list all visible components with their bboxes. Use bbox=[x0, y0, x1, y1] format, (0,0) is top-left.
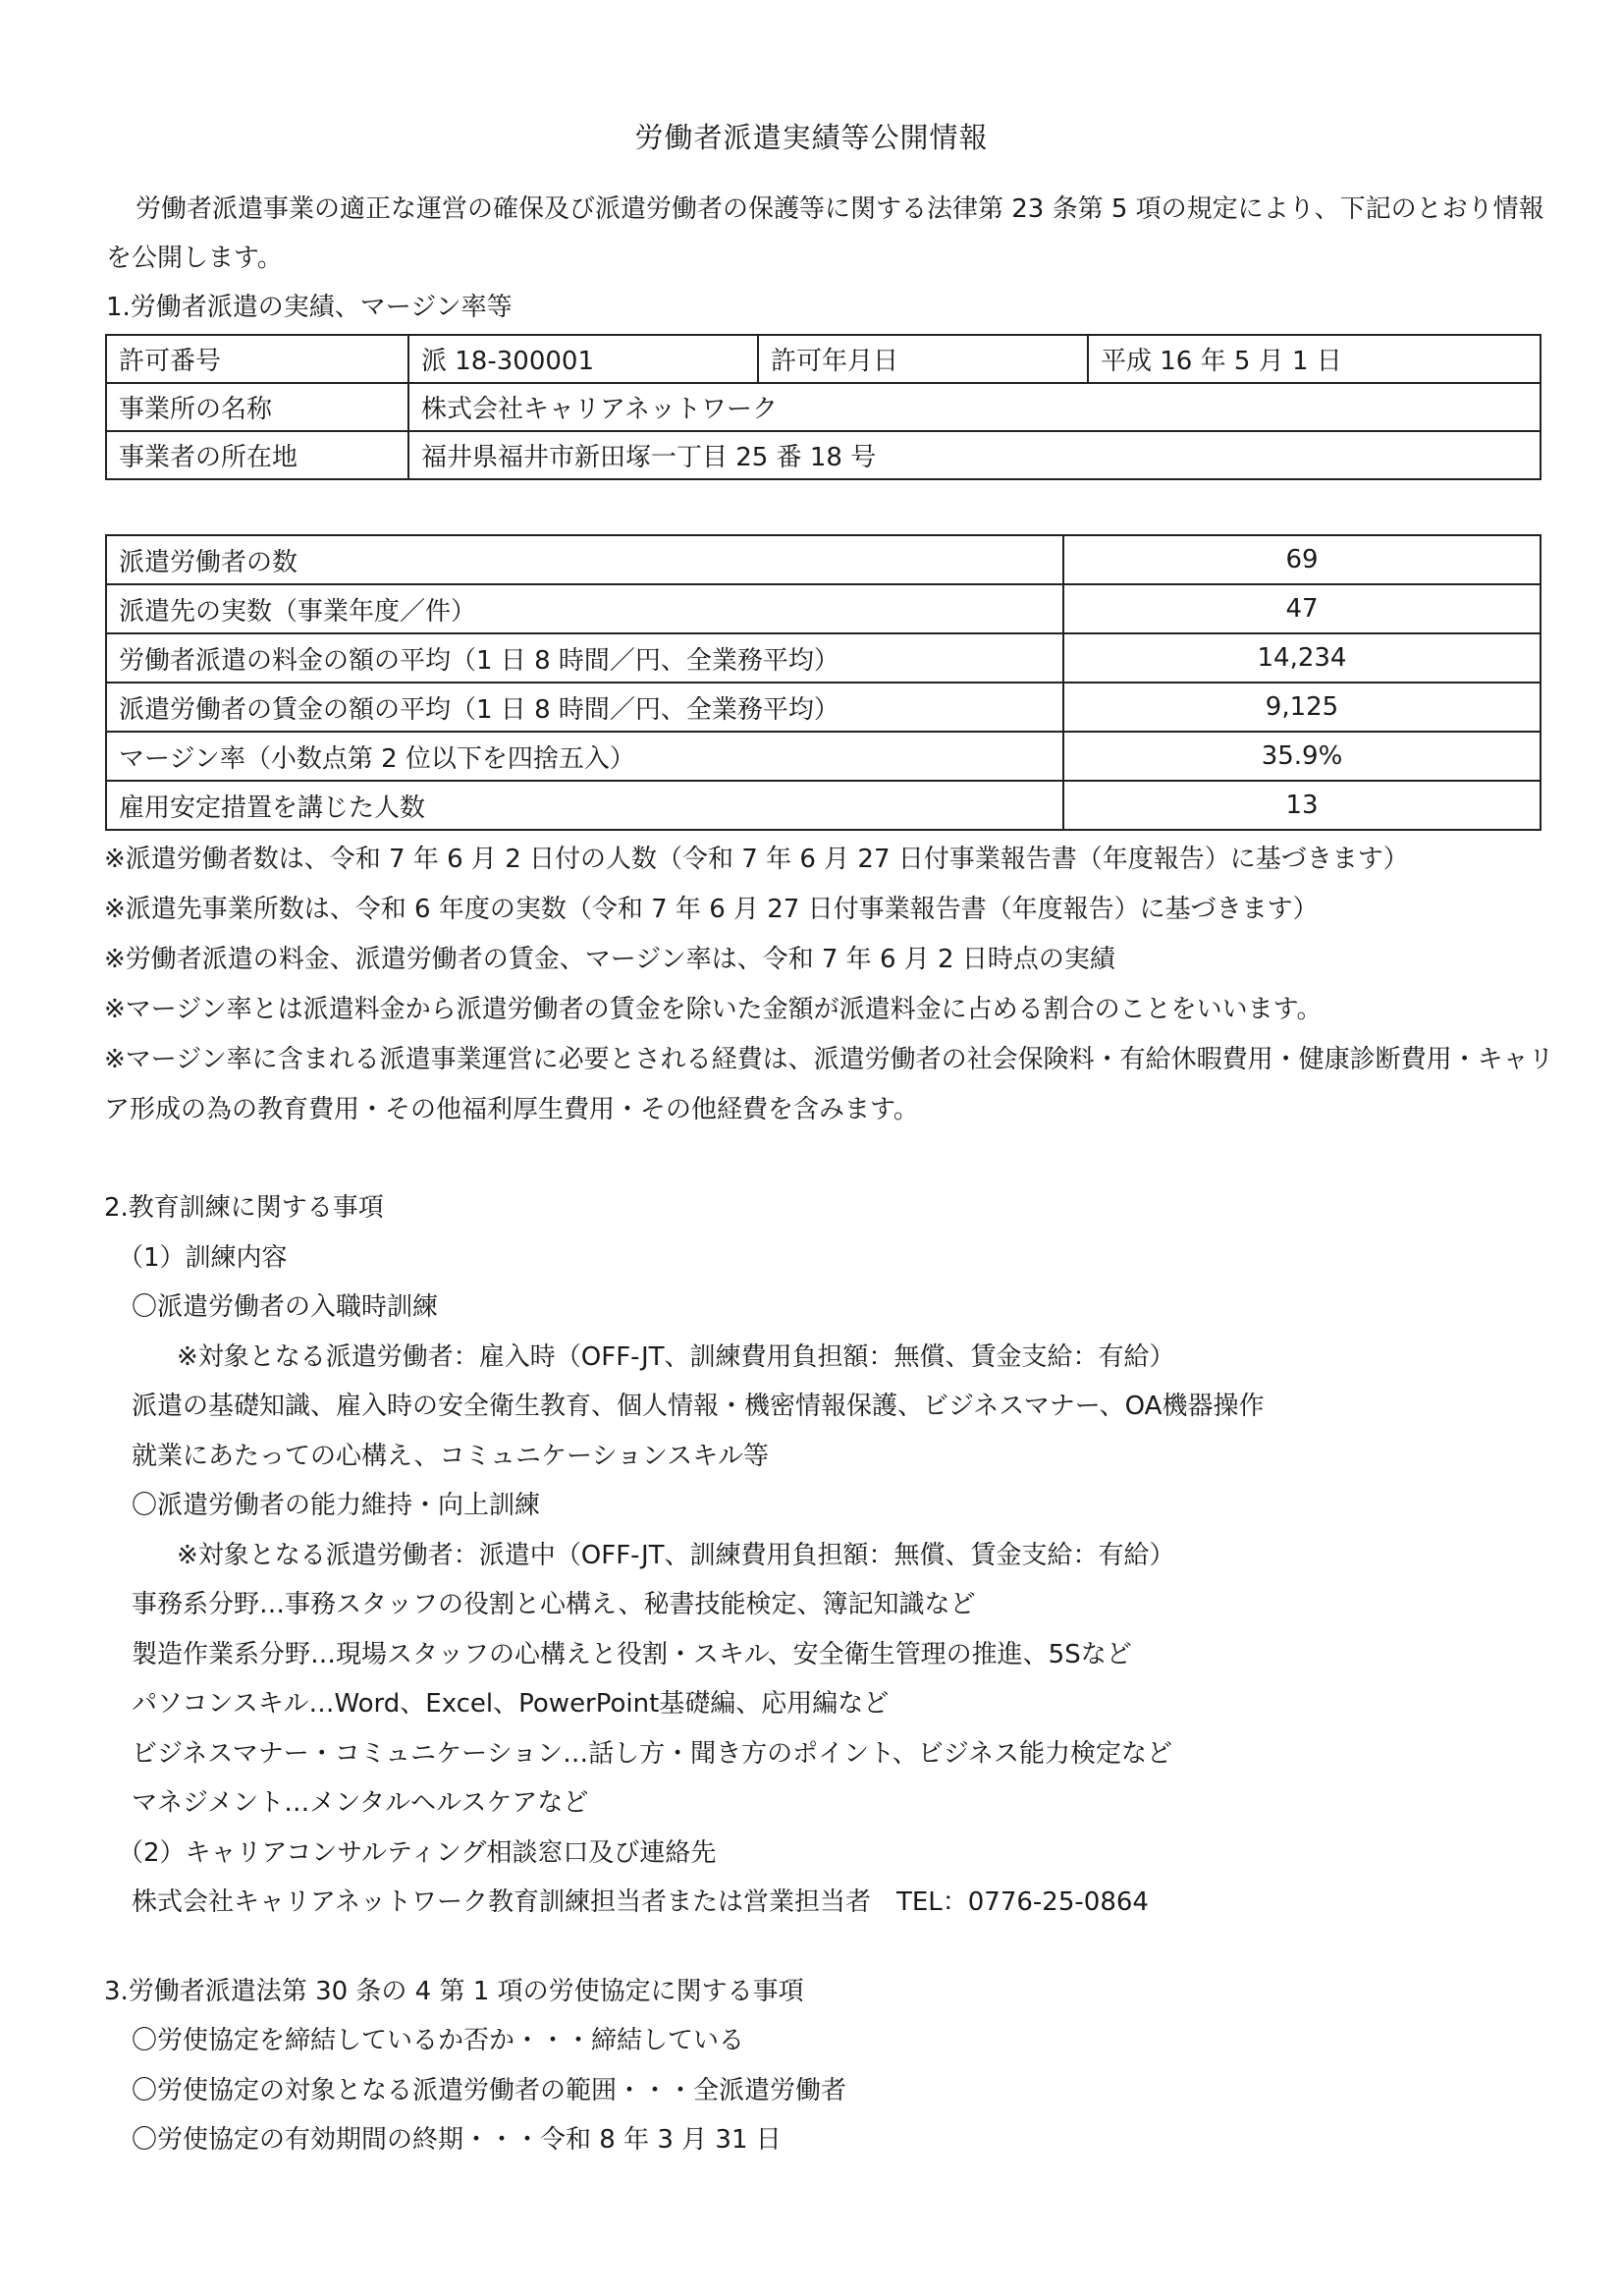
skill-training-line: 製造作業系分野…現場スタッフの心構えと役割・スキル、安全衛生管理の推進、5Sなど bbox=[132, 1639, 1132, 1669]
stat-value: 47 bbox=[1063, 584, 1541, 633]
stat-label: マージン率（小数点第 2 位以下を四捨五入） bbox=[106, 732, 1063, 781]
stat-value: 35.9% bbox=[1063, 732, 1541, 781]
table-row bbox=[106, 683, 1541, 732]
table-row bbox=[106, 335, 1541, 383]
permit-date-value: 平成 16 年 5 月 1 日 bbox=[1088, 335, 1541, 383]
notes-block bbox=[104, 835, 1557, 1135]
permit-date-label: 許可年月日 bbox=[758, 335, 1088, 383]
skill-training-target: ※対象となる派遣労働者：派遣中（OFF-JT、訓練費用負担額：無償、賃金支給：有給） bbox=[177, 1540, 1175, 1570]
address-label: 事業者の所在地 bbox=[106, 431, 408, 479]
permit-value: 派 18-300001 bbox=[408, 335, 758, 383]
skill-training-line: パソコンスキル…Word、Excel、PowerPoint基礎編、応用編など bbox=[132, 1689, 890, 1719]
skill-training-line: ビジネスマナー・コミュニケーション…話し方・聞き方のポイント、ビジネス能力検定など bbox=[132, 1738, 1173, 1769]
section2-heading: 2.教育訓練に関する事項 bbox=[104, 1193, 384, 1223]
office-name-value: 株式会社キャリアネットワーク bbox=[408, 383, 1541, 431]
agreement-item: 〇労使協定を締結しているか否か・・・締結している bbox=[132, 2026, 745, 2055]
entry-training-line: 派遣の基礎知識、雇入時の安全衛生教育、個人情報・機密情報保護、ビジネスマナー、OA機器操作 bbox=[132, 1392, 1265, 1421]
stat-value: 14,234 bbox=[1063, 633, 1541, 683]
table-row bbox=[106, 584, 1541, 633]
agreement-item: 〇労使協定の有効期間の終期・・・令和 8 年 3 月 31 日 bbox=[132, 2125, 782, 2155]
skill-training-heading: 〇派遣労働者の能力維持・向上訓練 bbox=[132, 1491, 541, 1520]
stat-label: 派遣先の実数（事業年度／件） bbox=[106, 584, 1063, 633]
dispatch-stats-table bbox=[105, 534, 1542, 831]
stat-value: 9,125 bbox=[1063, 683, 1541, 732]
table-row bbox=[106, 535, 1541, 584]
contact-line: 株式会社キャリアネットワーク教育訓練担当者または営業担当者 TEL：0776-25-0864 bbox=[132, 1887, 1149, 1917]
office-name-label: 事業所の名称 bbox=[106, 383, 408, 431]
stat-label: 派遣労働者の賃金の額の平均（1 日 8 時間／円、全業務平均） bbox=[106, 683, 1063, 732]
subsection-career-consulting: （2）キャリアコンサルティング相談窓口及び連絡先 bbox=[118, 1837, 717, 1868]
permit-label: 許可番号 bbox=[106, 335, 408, 383]
stat-label: 雇用安定措置を講じた人数 bbox=[106, 781, 1063, 830]
skill-training-line: 事務系分野…事務スタッフの役割と心構え、秘書技能検定、簿記知識など bbox=[132, 1590, 976, 1619]
table-row bbox=[106, 383, 1541, 431]
subsection-training-content: （1）訓練内容 bbox=[118, 1242, 288, 1273]
page-title: 労働者派遣実績等公開情報 bbox=[634, 121, 989, 154]
note-item: ※マージン率に含まれる派遣事業運営に必要とされる経費は、派遣労働者の社会保険料・有給休暇費用・健康診断費用・キャリア形成の為の教育費用・その他福利厚生費用・その他経費を含みます。 bbox=[104, 1045, 1554, 1124]
stat-value: 69 bbox=[1063, 535, 1541, 584]
permit-info-table bbox=[105, 334, 1542, 480]
note-item: ※派遣先事業所数は、令和 6 年度の実数（令和 7 年 6 月 27 日付事業報告書（年度報告）に基づきます） bbox=[104, 895, 1319, 924]
note-item: ※労働者派遣の料金、派遣労働者の賃金、マージン率は、令和 7 年 6 月 2 日時点の実績 bbox=[104, 945, 1115, 974]
section1-heading: 1.労働者派遣の実績、マージン率等 bbox=[106, 293, 513, 322]
entry-training-heading: 〇派遣労働者の入職時訓練 bbox=[132, 1292, 439, 1322]
note-item: ※マージン率とは派遣料金から派遣労働者の賃金を除いた金額が派遣料金に占める割合のことをいいます。 bbox=[104, 995, 1323, 1024]
table-row bbox=[106, 732, 1541, 781]
table-row bbox=[106, 633, 1541, 683]
note-item: ※派遣労働者数は、令和 7 年 6 月 2 日付の人数（令和 7 年 6 月 27 日付事業報告書（年度報告）に基づきます） bbox=[104, 845, 1409, 874]
entry-training-line: 就業にあたっての心構え、コミュニケーションスキル等 bbox=[132, 1441, 769, 1471]
table-row bbox=[106, 431, 1541, 479]
stat-label: 派遣労働者の数 bbox=[106, 535, 1063, 584]
entry-training-target: ※対象となる派遣労働者：雇入時（OFF-JT、訓練費用負担額：無償、賃金支給：有給） bbox=[177, 1341, 1175, 1372]
table-row bbox=[106, 781, 1541, 830]
section3-heading: 3.労働者派遣法第 30 条の 4 第 1 項の労使協定に関する事項 bbox=[104, 1976, 804, 2006]
address-value: 福井県福井市新田塚一丁目 25 番 18 号 bbox=[408, 431, 1541, 479]
stat-label: 労働者派遣の料金の額の平均（1 日 8 時間／円、全業務平均） bbox=[106, 633, 1063, 683]
stat-value: 13 bbox=[1063, 781, 1541, 830]
training-section bbox=[104, 1183, 1557, 2165]
intro-paragraph: 労働者派遣事業の適正な運営の確保及び派遣労働者の保護等に関する法律第 23 条第 5 項の規定により、下記のとおり情報を公開します。 bbox=[106, 194, 1544, 273]
skill-training-line: マネジメント…メンタルヘルスケアなど bbox=[132, 1788, 589, 1818]
agreement-item: 〇労使協定の対象となる派遣労働者の範囲・・・全派遣労働者 bbox=[132, 2075, 847, 2105]
